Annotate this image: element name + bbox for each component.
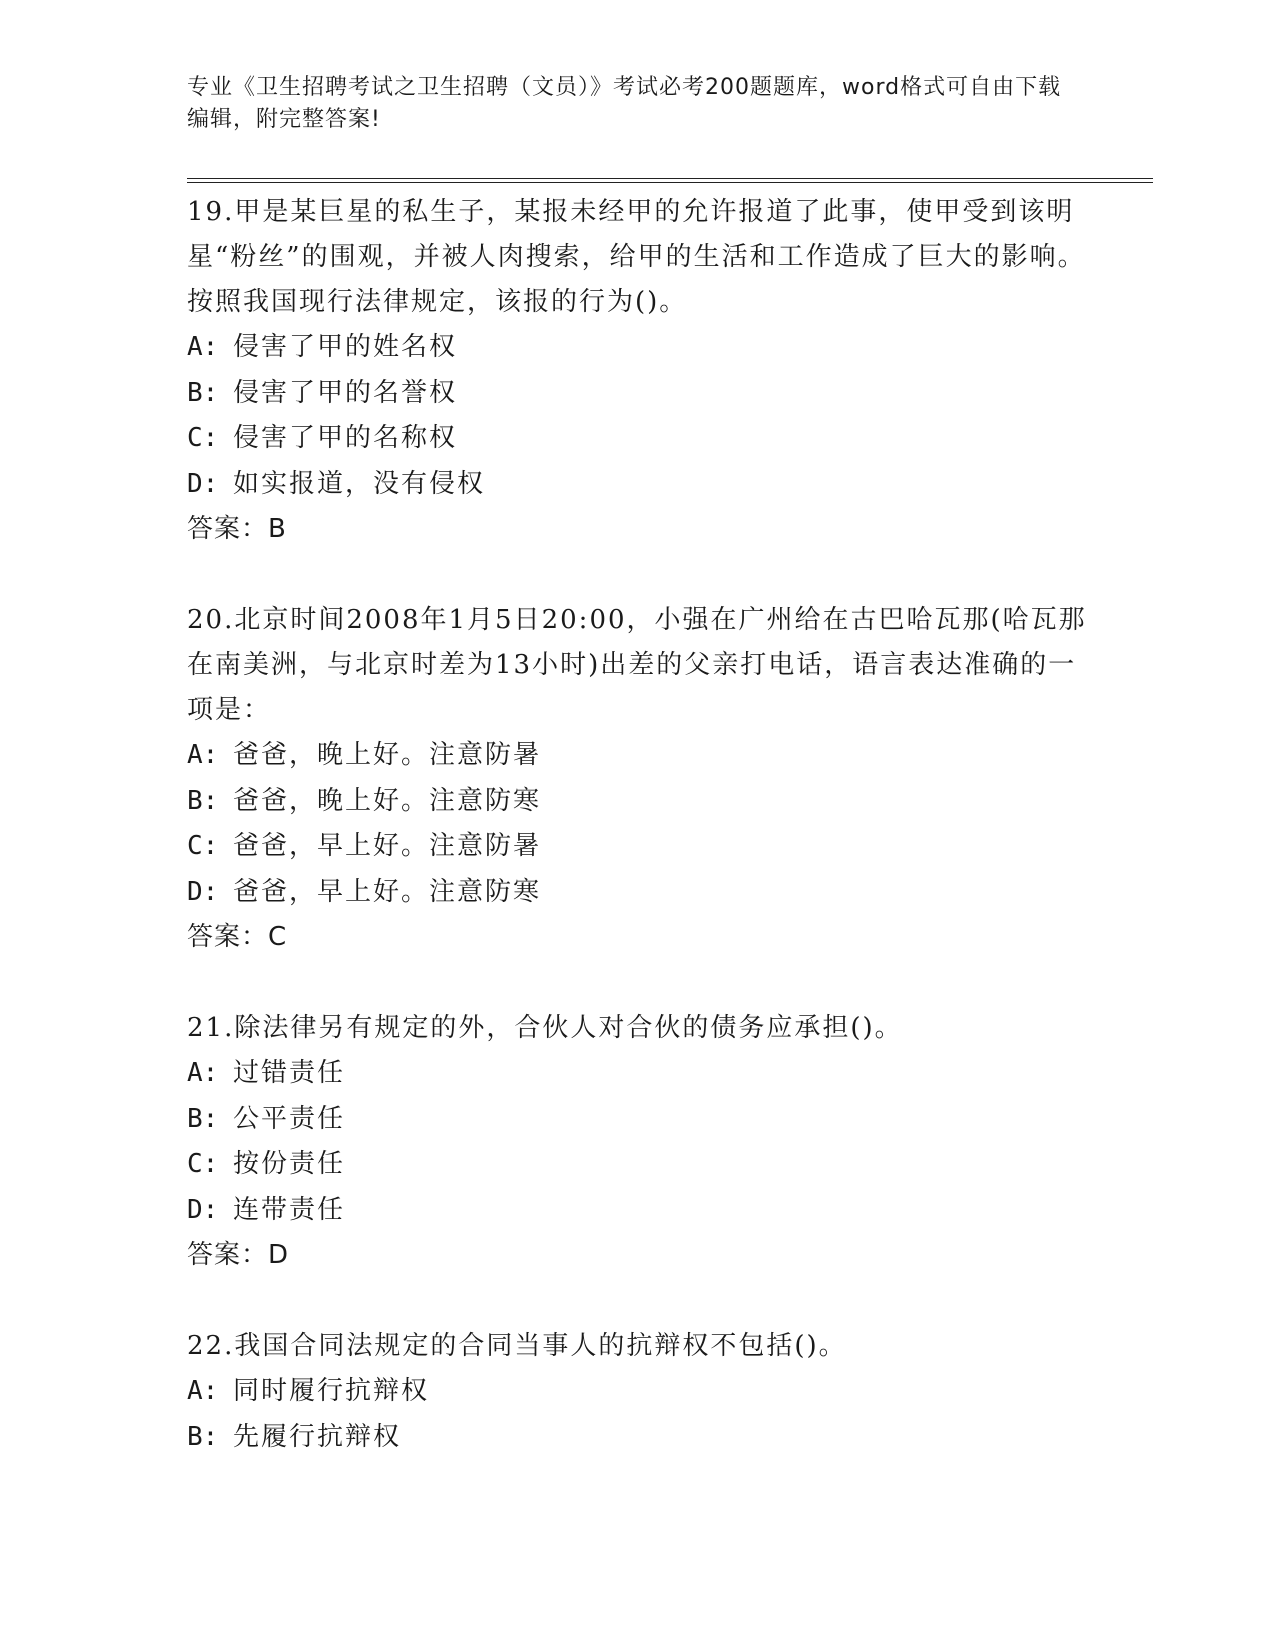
option-a bbox=[187, 1369, 1087, 1415]
option-letter: B: bbox=[187, 785, 219, 816]
question-21 bbox=[187, 1006, 1087, 1278]
question-stem: 21.除法律另有规定的外，合伙人对合伙的债务应承担()。 bbox=[187, 1013, 903, 1043]
option-letter: C: bbox=[187, 423, 219, 453]
question-19 bbox=[187, 190, 1087, 552]
option-c bbox=[187, 416, 1087, 462]
option-letter: A: bbox=[187, 1058, 219, 1088]
option-text: 先履行抗辩权 bbox=[233, 1421, 402, 1452]
header-divider-top bbox=[187, 178, 1153, 179]
question-22 bbox=[187, 1324, 1087, 1460]
answer-line: 答案：C bbox=[187, 922, 288, 952]
option-text: 同时履行抗辩权 bbox=[233, 1376, 430, 1406]
option-letter: D: bbox=[187, 1194, 219, 1225]
option-text: 爸爸，晚上好。注意防寒 bbox=[233, 785, 542, 816]
option-text: 爸爸，早上好。注意防寒 bbox=[233, 876, 542, 907]
option-letter: A: bbox=[187, 1376, 219, 1406]
option-letter: B: bbox=[187, 377, 219, 408]
question-list bbox=[187, 190, 1087, 1506]
option-letter: D: bbox=[187, 876, 219, 907]
option-text: 侵害了甲的名誉权 bbox=[233, 377, 458, 408]
option-b bbox=[187, 1097, 1087, 1143]
option-b bbox=[187, 1415, 1087, 1461]
answer-line: 答案：D bbox=[187, 1240, 290, 1270]
option-text: 侵害了甲的名称权 bbox=[233, 423, 458, 453]
question-20 bbox=[187, 598, 1087, 960]
option-text: 过错责任 bbox=[233, 1058, 346, 1088]
option-b bbox=[187, 371, 1087, 417]
question-stem: 22.我国合同法规定的合同当事人的抗辩权不包括()。 bbox=[187, 1331, 847, 1361]
document-header: 专业《卫生招聘考试之卫生招聘（文员）》考试必考200题题库，word格式可自由下载编辑，附完整答案! bbox=[187, 75, 1062, 132]
option-a bbox=[187, 325, 1087, 371]
option-text: 连带责任 bbox=[233, 1194, 346, 1225]
header-divider-bottom bbox=[187, 182, 1153, 183]
option-c bbox=[187, 824, 1087, 870]
option-b bbox=[187, 779, 1087, 825]
option-text: 按份责任 bbox=[233, 1149, 346, 1179]
option-d bbox=[187, 462, 1087, 508]
question-stem: 19.甲是某巨星的私生子，某报未经甲的允许报道了此事，使甲受到该明星“粉丝”的围观，并被人肉搜索，给甲的生活和工作造成了巨大的影响。按照我国现行法律规定，该报的行为()。 bbox=[187, 197, 1086, 317]
option-letter: C: bbox=[187, 831, 219, 861]
option-text: 如实报道，没有侵权 bbox=[233, 468, 486, 499]
option-letter: A: bbox=[187, 332, 219, 362]
option-letter: A: bbox=[187, 740, 219, 770]
option-letter: B: bbox=[187, 1103, 219, 1134]
option-d bbox=[187, 1188, 1087, 1234]
option-a bbox=[187, 733, 1087, 779]
option-letter: C: bbox=[187, 1149, 219, 1179]
question-stem: 20.北京时间2008年1月5日20:00，小强在广州给在古巴哈瓦那(哈瓦那在南美洲，与北京时差为13小时)出差的父亲打电话，语言表达准确的一项是： bbox=[187, 605, 1087, 725]
option-text: 爸爸，晚上好。注意防暑 bbox=[233, 740, 542, 770]
option-text: 爸爸，早上好。注意防暑 bbox=[233, 831, 542, 861]
option-a bbox=[187, 1051, 1087, 1097]
option-text: 侵害了甲的姓名权 bbox=[233, 332, 458, 362]
option-letter: D: bbox=[187, 468, 219, 499]
answer-line: 答案：B bbox=[187, 514, 287, 544]
option-text: 公平责任 bbox=[233, 1103, 346, 1134]
option-letter: B: bbox=[187, 1421, 219, 1452]
option-d bbox=[187, 870, 1087, 916]
option-c bbox=[187, 1142, 1087, 1188]
